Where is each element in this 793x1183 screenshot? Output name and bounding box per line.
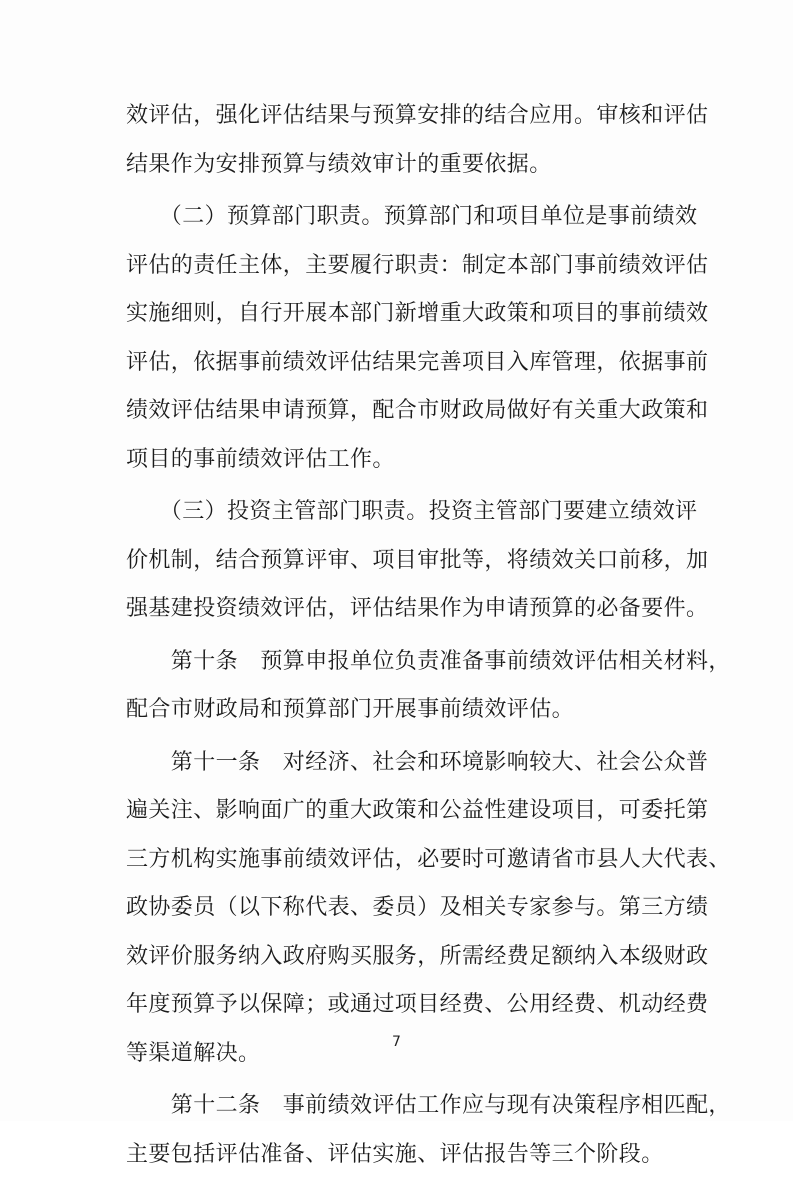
text-line: 第十一条 对经济、社会和环境影响较大、社会公众普 xyxy=(126,749,709,775)
text-line: 实施细则，自行开展本部门新增重大政策和项目的事前绩效 xyxy=(126,301,709,326)
text-line: 效评价服务纳入政府购买服务，所需经费足额纳入本级财政 xyxy=(126,943,709,969)
text-line: 配合市财政局和预算部门开展事前绩效评估。 xyxy=(126,697,575,722)
paragraph-article-11 xyxy=(126,739,731,1079)
text-line: 遍关注、影响面广的重大政策和公益性建设项目，可委托第 xyxy=(126,798,709,823)
paragraph-continuation xyxy=(126,92,709,189)
text-line: 第十二条 事前绩效评估工作应与现有决策程序相匹配， xyxy=(126,1093,731,1118)
paragraph-article-10 xyxy=(126,638,731,735)
text-line: （二）预算部门职责。预算部门和项目单位是事前绩效 xyxy=(126,204,698,229)
paragraph-investment-department-duties xyxy=(126,488,709,634)
text-line: 第十条 预算申报单位负责准备事前绩效评估相关材料， xyxy=(126,648,731,674)
text-line: 年度预算予以保障；或通过项目经费、公用经费、机动经费 xyxy=(126,992,709,1017)
text-line: 评估的责任主体，主要履行职责：制定本部门事前绩效评估 xyxy=(126,252,709,278)
text-line: 评估，依据事前绩效评估结果完善项目入库管理，依据事前 xyxy=(126,349,709,375)
page-number: 7 xyxy=(392,1034,401,1050)
paragraph-budget-department-duties xyxy=(126,193,709,484)
text-line: 结果作为安排预算与绩效审计的重要依据。 xyxy=(126,151,552,177)
text-line: 强基建投资绩效评估，评估结果作为申请预算的必备要件。 xyxy=(126,596,709,621)
paragraph-article-12 xyxy=(126,1082,731,1179)
text-line: （三）投资主管部门职责。投资主管部门要建立绩效评 xyxy=(126,499,698,524)
text-line: 政协委员（以下称代表、委员）及相关专家参与。第三方绩 xyxy=(126,895,709,920)
text-line: 等渠道解决。 xyxy=(126,1040,261,1066)
document-body xyxy=(126,92,731,1183)
text-line: 价机制，结合预算评审、项目审批等，将绩效关口前移，加 xyxy=(126,547,709,573)
text-line: 绩效评估结果申请预算，配合市财政局做好有关重大政策和 xyxy=(126,398,709,423)
text-line: 三方机构实施事前绩效评估，必要时可邀请省市县人大代表、 xyxy=(126,846,731,872)
text-line: 效评估，强化评估结果与预算安排的结合应用。审核和评估 xyxy=(126,103,709,128)
text-line: 项目的事前绩效评估工作。 xyxy=(126,446,395,472)
text-line: 主要包括评估准备、评估实施、评估报告等三个阶段。 xyxy=(126,1141,664,1167)
